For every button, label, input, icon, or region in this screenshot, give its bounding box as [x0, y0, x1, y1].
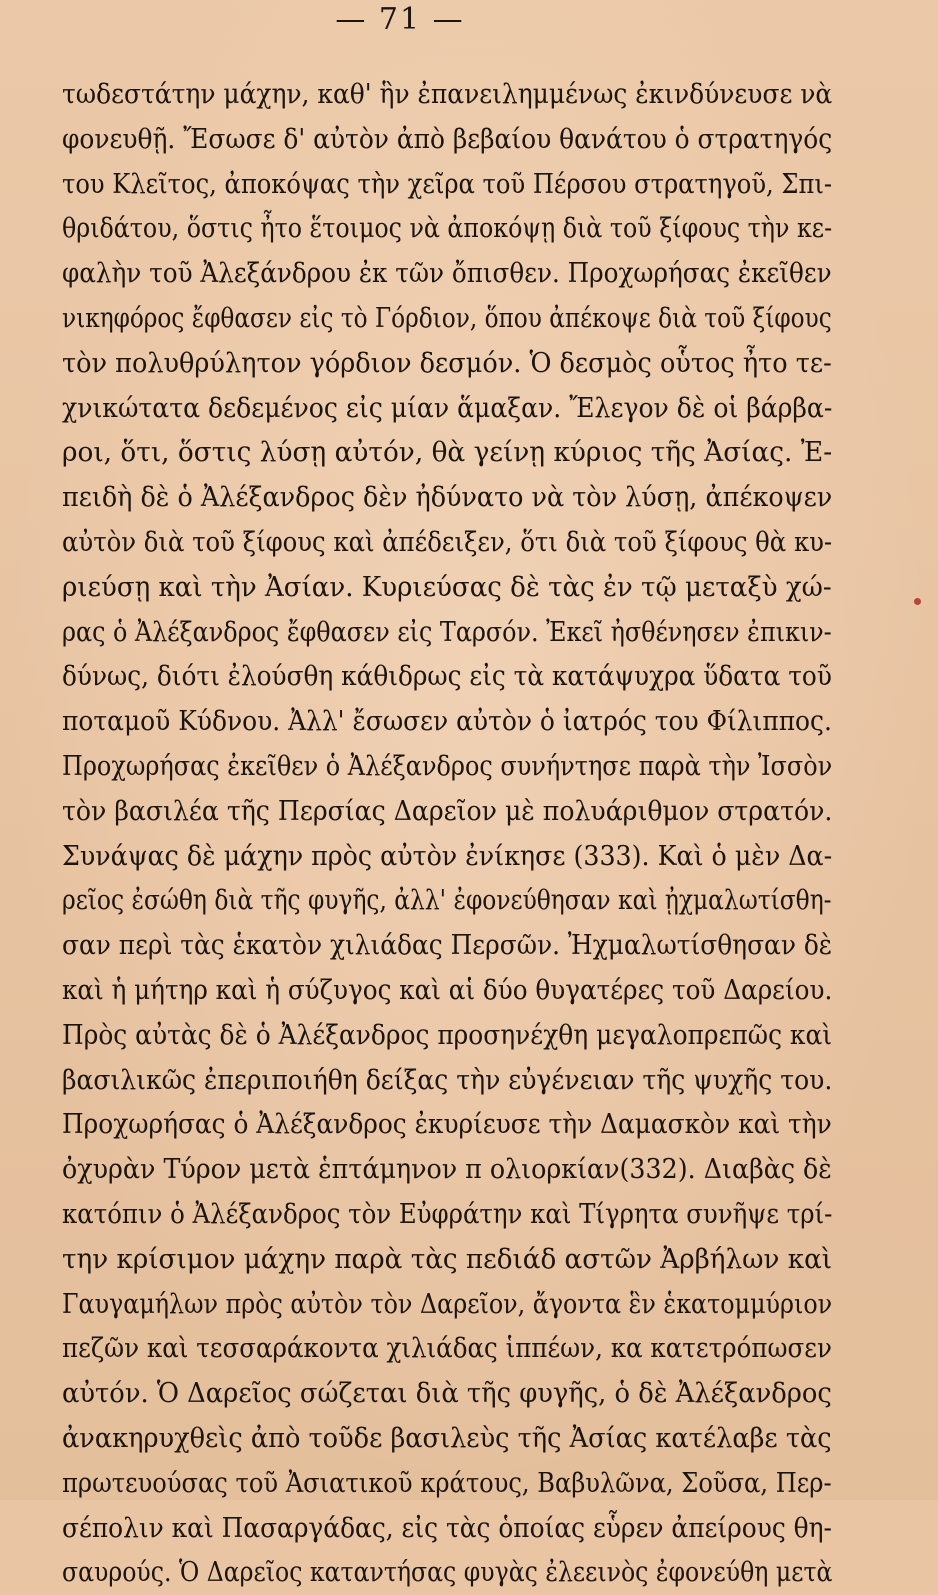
text-line: Προχωρήσας ἐκεῖθεν ὁ Ἀλέξανδρος συνήντησε παρὰ τὴν Ἰσσὸν [62, 749, 833, 782]
text-line: σέπολιν καὶ Πασαργάδας, εἰς τὰς ὁποίας εὗρεν ἀπείρους θη- [62, 1511, 832, 1544]
text-line: θριδάτου, ὅστις ἦτο ἕτοιμος νὰ ἀποκόψῃ διὰ τοῦ ξίφους τὴν κε- [62, 212, 833, 245]
text-line: ρεῖος ἐσώθη διὰ τῆς φυγῆς, ἀλλ' ἐφονεύθησαν καὶ ᾐχμαλωτίσθη- [62, 884, 832, 917]
text-line: ὀχυρὰν Τύρον μετὰ ἑπτάμηνον π ολιορκίαν(332). Διαβὰς δὲ [62, 1153, 832, 1186]
text-line: σαυρούς. Ὁ Δαρεῖος καταντήσας φυγὰς ἐλεεινὸς ἐφονεύθη μετὰ [62, 1556, 833, 1589]
text-line: του Κλεῖτος, ἀποκόψας τὴν χεῖρα τοῦ Πέρσου στρατηγοῦ, Σπι- [62, 167, 833, 200]
text-line: την κρίσιμον μάχην παρὰ τὰς πεδιάδ αστῶν Ἀρβήλων καὶ [62, 1242, 833, 1275]
text-line: ποταμοῦ Κύδνου. Ἀλλ' ἔσωσεν αὐτὸν ὁ ἰατρός του Φίλιππος. [62, 705, 832, 738]
text-line: πεζῶν καὶ τεσσαράκοντα χιλιάδας ἱππέων, κα κατετρόπωσεν [62, 1332, 832, 1365]
text-line: τὸν βασιλέα τῆς Περσίας Δαρεῖον μὲ πολυάριθμον στρατόν. [62, 794, 833, 827]
text-line: τὸν πολυθρύλητον γόρδιον δεσμόν. Ὁ δεσμὸς οὗτος ἦτο τε- [62, 346, 832, 379]
text-line: πρωτευούσας τοῦ Ἀσιατικοῦ κράτους, Βαβυλῶνα, Σοῦσα, Περ- [62, 1466, 832, 1499]
text-line: τωδεστάτην μάχην, καθ' ἣν ἐπανειλημμένως ἐκινδύνευσε νὰ [62, 78, 833, 110]
text-line: Προχωρήσας ὁ Ἀλέξανδρος ἐκυρίευσε τὴν Δαμασκὸν καὶ τὴν [62, 1108, 832, 1141]
page-number: — 71 — [335, 2, 465, 37]
text-line: κατόπιν ὁ Ἀλέξανδρος τὸν Εὐφράτην καὶ Τίγρητα συνῆψε τρί- [62, 1197, 833, 1230]
text-line: αὐτόν. Ὁ Δαρεῖος σώζεται διὰ τῆς φυγῆς, ὁ δὲ Ἀλέξανδρος [62, 1377, 832, 1410]
text-line: καὶ ἡ μήτηρ καὶ ἡ σύζυγος καὶ αἱ δύο θυγατέρες τοῦ Δαρείου. [62, 973, 833, 1006]
ink-spot [914, 598, 921, 605]
text-line: ριεύσῃ καὶ τὴν Ἀσίαν. Κυριεύσας δὲ τὰς ἐν τῷ μεταξὺ χώ- [62, 570, 832, 603]
text-line: φαλὴν τοῦ Ἀλεξάνδρου ἐκ τῶν ὄπισθεν. Προχωρήσας ἐκεῖθεν [62, 257, 832, 290]
text-line: Γαυγαμήλων πρὸς αὐτὸν τὸν Δαρεῖον, ἄγοντα ἓν ἑκατομμύριον [62, 1287, 833, 1320]
text-line: ἀνακηρυχθεὶς ἀπὸ τοῦδε βασιλεὺς τῆς Ἀσίας κατέλαβε τὰς [62, 1421, 832, 1454]
text-line: πειδὴ δὲ ὁ Ἀλέξανδρος δὲν ἠδύνατο νὰ τὸν λύσῃ, ἀπέκοψεν [62, 481, 833, 514]
text-line: σαν περὶ τὰς ἑκατὸν χιλιάδας Περσῶν. Ἠχμαλωτίσθησαν δὲ [62, 929, 833, 962]
text-line: αὐτὸν διὰ τοῦ ξίφους καὶ ἀπέδειξεν, ὅτι διὰ τοῦ ξίφους θὰ κυ- [62, 525, 833, 558]
text-line: Συνάψας δὲ μάχην πρὸς αὐτὸν ἐνίκησε (333). Καὶ ὁ μὲν Δα- [62, 839, 833, 872]
text-line: δύνως, διότι ἐλούσθη κάθιδρως εἰς τὰ κατάψυχρα ὕδατα τοῦ [62, 660, 832, 693]
text-line: βασιλικῶς ἐπεριποιήθη δείξας τὴν εὐγένειαν τῆς ψυχῆς του. [62, 1063, 833, 1096]
text-line: νικηφόρος ἔφθασεν εἰς τὸ Γόρδιον, ὅπου ἀπέκοψε διὰ τοῦ ξίφους [62, 301, 832, 334]
text-line: ρας ὁ Ἀλέξανδρος ἔφθασεν εἰς Ταρσόν. Ἐκεῖ ἠσθένησεν ἐπικιν- [62, 615, 832, 648]
text-line: φονευθῇ. Ἔσωσε δ' αὐτὸν ἀπὸ βεβαίου θανάτου ὁ στρατηγός [62, 122, 833, 155]
body-text [62, 72, 832, 1595]
text-line: χνικώτατα δεδεμένος εἰς μίαν ἅμαξαν. Ἔλεγον δὲ οἱ βάρβα- [62, 391, 833, 424]
text-line: ροι, ὅτι, ὅστις λύσῃ αὐτόν, θὰ γείνῃ κύριος τῆς Ἀσίας. Ἐ- [62, 436, 833, 469]
text-line: Πρὸς αὐτὰς δὲ ὁ Ἀλέξανδρος προσηνέχθη μεγαλοπρεπῶς καὶ [62, 1018, 833, 1051]
